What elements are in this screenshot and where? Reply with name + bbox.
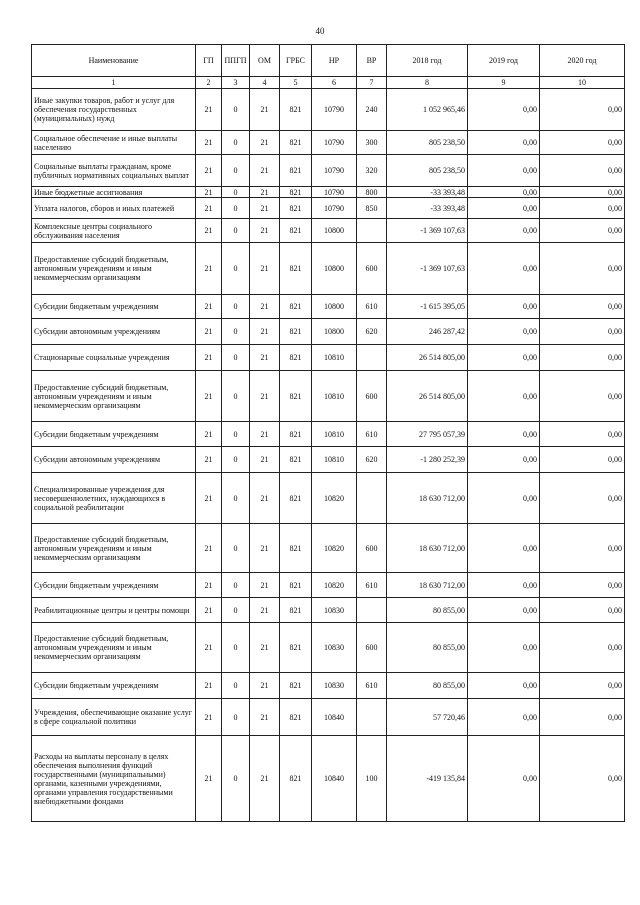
cell-ppgp: 0 xyxy=(222,573,250,598)
row-name: Субсидии автономным учреждениям xyxy=(32,319,196,345)
cell-2020: 0,00 xyxy=(540,319,625,345)
cell-vr xyxy=(357,598,387,623)
cell-2019: 0,00 xyxy=(468,131,540,155)
cell-nr: 10830 xyxy=(312,623,357,673)
cell-2020: 0,00 xyxy=(540,699,625,736)
cell-2019: 0,00 xyxy=(468,473,540,524)
cell-grbs: 821 xyxy=(280,673,312,699)
cell-ppgp: 0 xyxy=(222,295,250,319)
cell-2020: 0,00 xyxy=(540,155,625,187)
cell-grbs: 821 xyxy=(280,447,312,473)
cell-2019: 0,00 xyxy=(468,422,540,447)
cell-om: 21 xyxy=(250,319,280,345)
row-name: Предоставление субсидий бюджетным, автономным учреждениям и иным некоммерческим организациям xyxy=(32,524,196,573)
cell-gp: 21 xyxy=(196,155,222,187)
cell-vr: 800 xyxy=(357,187,387,198)
cell-2019: 0,00 xyxy=(468,187,540,198)
row-name: Предоставление субсидий бюджетным, автономным учреждениям и иным некоммерческим организациям xyxy=(32,371,196,422)
cell-2020: 0,00 xyxy=(540,219,625,243)
cell-2018: 27 795 057,39 xyxy=(387,422,468,447)
header-row xyxy=(32,45,625,77)
cell-vr: 610 xyxy=(357,573,387,598)
cell-gp: 21 xyxy=(196,243,222,295)
cell-vr: 600 xyxy=(357,371,387,422)
row-name: Расходы на выплаты персоналу в целях обеспечения выполнения функций государственными (муниципальными) органами, казенными учреждениями, органами управления государственными внебюджетными фондами xyxy=(32,736,196,822)
table-row xyxy=(32,573,625,598)
cell-2019: 0,00 xyxy=(468,219,540,243)
table-row xyxy=(32,524,625,573)
cell-om: 21 xyxy=(250,524,280,573)
cell-gp: 21 xyxy=(196,198,222,219)
cell-2020: 0,00 xyxy=(540,422,625,447)
column-number: 9 xyxy=(468,77,540,89)
header-grbs: ГРБС xyxy=(280,45,312,77)
cell-grbs: 821 xyxy=(280,198,312,219)
cell-ppgp: 0 xyxy=(222,319,250,345)
cell-2018: -1 280 252,39 xyxy=(387,447,468,473)
cell-gp: 21 xyxy=(196,131,222,155)
header-ppgp: ППГП xyxy=(222,45,250,77)
cell-om: 21 xyxy=(250,422,280,447)
row-name: Стационарные социальные учреждения xyxy=(32,345,196,371)
cell-2018: 80 855,00 xyxy=(387,623,468,673)
header-name: Наименование xyxy=(32,45,196,77)
cell-grbs: 821 xyxy=(280,371,312,422)
cell-nr: 10810 xyxy=(312,345,357,371)
header-2019: 2019 год xyxy=(468,45,540,77)
cell-grbs: 821 xyxy=(280,736,312,822)
cell-nr: 10820 xyxy=(312,524,357,573)
budget-table xyxy=(31,44,625,822)
table-row xyxy=(32,345,625,371)
cell-ppgp: 0 xyxy=(222,598,250,623)
table-row xyxy=(32,243,625,295)
cell-2020: 0,00 xyxy=(540,447,625,473)
cell-ppgp: 0 xyxy=(222,623,250,673)
cell-vr: 620 xyxy=(357,319,387,345)
cell-2020: 0,00 xyxy=(540,598,625,623)
cell-2019: 0,00 xyxy=(468,295,540,319)
cell-ppgp: 0 xyxy=(222,219,250,243)
cell-grbs: 821 xyxy=(280,89,312,131)
cell-2020: 0,00 xyxy=(540,198,625,219)
cell-vr: 600 xyxy=(357,524,387,573)
cell-gp: 21 xyxy=(196,371,222,422)
cell-2018: 26 514 805,00 xyxy=(387,345,468,371)
cell-om: 21 xyxy=(250,89,280,131)
cell-gp: 21 xyxy=(196,573,222,598)
column-number: 3 xyxy=(222,77,250,89)
cell-vr xyxy=(357,219,387,243)
column-number-row xyxy=(32,77,625,89)
table-row xyxy=(32,198,625,219)
cell-om: 21 xyxy=(250,155,280,187)
cell-2020: 0,00 xyxy=(540,736,625,822)
cell-vr: 240 xyxy=(357,89,387,131)
cell-2019: 0,00 xyxy=(468,198,540,219)
cell-2020: 0,00 xyxy=(540,524,625,573)
cell-om: 21 xyxy=(250,243,280,295)
cell-gp: 21 xyxy=(196,673,222,699)
table-row xyxy=(32,131,625,155)
cell-2019: 0,00 xyxy=(468,524,540,573)
cell-gp: 21 xyxy=(196,473,222,524)
cell-2019: 0,00 xyxy=(468,89,540,131)
row-name: Учреждения, обеспечивающие оказание услуг в сфере социальной политики xyxy=(32,699,196,736)
cell-2019: 0,00 xyxy=(468,155,540,187)
cell-om: 21 xyxy=(250,187,280,198)
header-vr: ВР xyxy=(357,45,387,77)
cell-grbs: 821 xyxy=(280,187,312,198)
cell-2018: 18 630 712,00 xyxy=(387,573,468,598)
cell-om: 21 xyxy=(250,473,280,524)
cell-2020: 0,00 xyxy=(540,131,625,155)
row-name: Социальное обеспечение и иные выплаты населению xyxy=(32,131,196,155)
cell-2019: 0,00 xyxy=(468,371,540,422)
cell-2019: 0,00 xyxy=(468,598,540,623)
cell-gp: 21 xyxy=(196,345,222,371)
cell-grbs: 821 xyxy=(280,155,312,187)
cell-vr: 620 xyxy=(357,447,387,473)
table-body xyxy=(32,89,625,822)
cell-2019: 0,00 xyxy=(468,673,540,699)
cell-2020: 0,00 xyxy=(540,345,625,371)
cell-2020: 0,00 xyxy=(540,89,625,131)
row-name: Специализированные учреждения для несовершеннолетних, нуждающихся в социальной реабилитации xyxy=(32,473,196,524)
cell-2018: 18 630 712,00 xyxy=(387,524,468,573)
cell-gp: 21 xyxy=(196,219,222,243)
cell-nr: 10840 xyxy=(312,699,357,736)
cell-grbs: 821 xyxy=(280,243,312,295)
cell-2018: 80 855,00 xyxy=(387,673,468,699)
cell-ppgp: 0 xyxy=(222,524,250,573)
cell-ppgp: 0 xyxy=(222,736,250,822)
cell-2018: -1 369 107,63 xyxy=(387,219,468,243)
cell-2019: 0,00 xyxy=(468,345,540,371)
cell-grbs: 821 xyxy=(280,219,312,243)
cell-nr: 10790 xyxy=(312,89,357,131)
cell-nr: 10820 xyxy=(312,573,357,598)
header-2018: 2018 год xyxy=(387,45,468,77)
cell-gp: 21 xyxy=(196,319,222,345)
cell-grbs: 821 xyxy=(280,131,312,155)
cell-om: 21 xyxy=(250,736,280,822)
cell-nr: 10820 xyxy=(312,473,357,524)
row-name: Иные закупки товаров, работ и услуг для обеспечения государственных (муниципальных) нужд xyxy=(32,89,196,131)
cell-nr: 10840 xyxy=(312,736,357,822)
cell-2019: 0,00 xyxy=(468,319,540,345)
cell-vr: 600 xyxy=(357,243,387,295)
table-row xyxy=(32,447,625,473)
cell-2020: 0,00 xyxy=(540,187,625,198)
cell-vr: 320 xyxy=(357,155,387,187)
header-om: ОМ xyxy=(250,45,280,77)
cell-2018: -33 393,48 xyxy=(387,187,468,198)
cell-2018: 26 514 805,00 xyxy=(387,371,468,422)
cell-2020: 0,00 xyxy=(540,295,625,319)
row-name: Субсидии бюджетным учреждениям xyxy=(32,295,196,319)
cell-2020: 0,00 xyxy=(540,473,625,524)
cell-ppgp: 0 xyxy=(222,422,250,447)
cell-2020: 0,00 xyxy=(540,573,625,598)
cell-om: 21 xyxy=(250,699,280,736)
cell-grbs: 821 xyxy=(280,573,312,598)
cell-ppgp: 0 xyxy=(222,345,250,371)
cell-gp: 21 xyxy=(196,295,222,319)
cell-2019: 0,00 xyxy=(468,736,540,822)
cell-gp: 21 xyxy=(196,422,222,447)
cell-ppgp: 0 xyxy=(222,699,250,736)
cell-grbs: 821 xyxy=(280,598,312,623)
cell-grbs: 821 xyxy=(280,699,312,736)
cell-gp: 21 xyxy=(196,736,222,822)
cell-2018: 805 238,50 xyxy=(387,131,468,155)
cell-2018: 80 855,00 xyxy=(387,598,468,623)
table-row xyxy=(32,598,625,623)
cell-ppgp: 0 xyxy=(222,198,250,219)
cell-nr: 10800 xyxy=(312,243,357,295)
cell-vr: 600 xyxy=(357,623,387,673)
cell-vr xyxy=(357,699,387,736)
row-name: Реабилитационные центры и центры помощи xyxy=(32,598,196,623)
cell-gp: 21 xyxy=(196,623,222,673)
column-number: 2 xyxy=(196,77,222,89)
header-nr: НР xyxy=(312,45,357,77)
cell-ppgp: 0 xyxy=(222,673,250,699)
row-name: Субсидии бюджетным учреждениям xyxy=(32,422,196,447)
cell-om: 21 xyxy=(250,219,280,243)
cell-2019: 0,00 xyxy=(468,243,540,295)
table-row xyxy=(32,89,625,131)
cell-om: 21 xyxy=(250,673,280,699)
cell-om: 21 xyxy=(250,371,280,422)
cell-2020: 0,00 xyxy=(540,623,625,673)
column-number: 5 xyxy=(280,77,312,89)
table-row xyxy=(32,673,625,699)
cell-nr: 10830 xyxy=(312,598,357,623)
table-row xyxy=(32,736,625,822)
table-row xyxy=(32,371,625,422)
cell-2018: -419 135,84 xyxy=(387,736,468,822)
row-name: Социальные выплаты гражданам, кроме публичных нормативных социальных выплат xyxy=(32,155,196,187)
cell-2018: -33 393,48 xyxy=(387,198,468,219)
cell-grbs: 821 xyxy=(280,524,312,573)
cell-2018: 805 238,50 xyxy=(387,155,468,187)
cell-nr: 10810 xyxy=(312,371,357,422)
cell-ppgp: 0 xyxy=(222,473,250,524)
row-name: Субсидии автономным учреждениям xyxy=(32,447,196,473)
row-name: Иные бюджетные ассигнования xyxy=(32,187,196,198)
cell-2020: 0,00 xyxy=(540,673,625,699)
cell-om: 21 xyxy=(250,623,280,673)
cell-grbs: 821 xyxy=(280,623,312,673)
row-name: Предоставление субсидий бюджетным, автономным учреждениям и иным некоммерческим организациям xyxy=(32,243,196,295)
cell-2019: 0,00 xyxy=(468,573,540,598)
cell-nr: 10800 xyxy=(312,295,357,319)
cell-om: 21 xyxy=(250,598,280,623)
cell-om: 21 xyxy=(250,345,280,371)
column-number: 4 xyxy=(250,77,280,89)
cell-ppgp: 0 xyxy=(222,243,250,295)
cell-gp: 21 xyxy=(196,699,222,736)
header-2020: 2020 год xyxy=(540,45,625,77)
cell-grbs: 821 xyxy=(280,422,312,447)
table-row xyxy=(32,699,625,736)
cell-ppgp: 0 xyxy=(222,155,250,187)
cell-gp: 21 xyxy=(196,598,222,623)
cell-nr: 10810 xyxy=(312,447,357,473)
cell-vr: 300 xyxy=(357,131,387,155)
cell-gp: 21 xyxy=(196,89,222,131)
cell-vr: 610 xyxy=(357,673,387,699)
cell-vr: 100 xyxy=(357,736,387,822)
table-row xyxy=(32,422,625,447)
cell-om: 21 xyxy=(250,131,280,155)
cell-grbs: 821 xyxy=(280,345,312,371)
cell-om: 21 xyxy=(250,447,280,473)
cell-2018: 1 052 965,46 xyxy=(387,89,468,131)
page-number: 40 xyxy=(315,26,325,36)
cell-vr xyxy=(357,345,387,371)
column-number: 10 xyxy=(540,77,625,89)
cell-ppgp: 0 xyxy=(222,371,250,422)
cell-vr: 610 xyxy=(357,295,387,319)
row-name: Уплата налогов, сборов и иных платежей xyxy=(32,198,196,219)
cell-gp: 21 xyxy=(196,524,222,573)
column-number: 8 xyxy=(387,77,468,89)
cell-grbs: 821 xyxy=(280,319,312,345)
row-name: Субсидии бюджетным учреждениям xyxy=(32,573,196,598)
cell-nr: 10790 xyxy=(312,155,357,187)
cell-nr: 10830 xyxy=(312,673,357,699)
column-number: 1 xyxy=(32,77,196,89)
cell-ppgp: 0 xyxy=(222,187,250,198)
cell-nr: 10790 xyxy=(312,198,357,219)
cell-ppgp: 0 xyxy=(222,89,250,131)
cell-2018: 18 630 712,00 xyxy=(387,473,468,524)
table-row xyxy=(32,155,625,187)
column-number: 6 xyxy=(312,77,357,89)
header-gp: ГП xyxy=(196,45,222,77)
cell-2018: 246 287,42 xyxy=(387,319,468,345)
cell-grbs: 821 xyxy=(280,473,312,524)
table-row xyxy=(32,187,625,198)
cell-gp: 21 xyxy=(196,187,222,198)
row-name: Предоставление субсидий бюджетным, автономным учреждениям и иным некоммерческим организациям xyxy=(32,623,196,673)
cell-nr: 10810 xyxy=(312,422,357,447)
cell-gp: 21 xyxy=(196,447,222,473)
table-row xyxy=(32,473,625,524)
cell-2020: 0,00 xyxy=(540,243,625,295)
cell-om: 21 xyxy=(250,573,280,598)
cell-om: 21 xyxy=(250,295,280,319)
cell-nr: 10790 xyxy=(312,187,357,198)
table-row xyxy=(32,295,625,319)
cell-grbs: 821 xyxy=(280,295,312,319)
cell-2020: 0,00 xyxy=(540,371,625,422)
cell-2018: -1 615 395,05 xyxy=(387,295,468,319)
cell-2018: -1 369 107,63 xyxy=(387,243,468,295)
cell-ppgp: 0 xyxy=(222,447,250,473)
row-name: Субсидии бюджетным учреждениям xyxy=(32,673,196,699)
table-row xyxy=(32,623,625,673)
cell-om: 21 xyxy=(250,198,280,219)
cell-vr: 850 xyxy=(357,198,387,219)
table-row xyxy=(32,319,625,345)
cell-vr xyxy=(357,473,387,524)
column-number: 7 xyxy=(357,77,387,89)
cell-vr: 610 xyxy=(357,422,387,447)
table-row xyxy=(32,219,625,243)
cell-ppgp: 0 xyxy=(222,131,250,155)
cell-nr: 10800 xyxy=(312,319,357,345)
row-name: Комплексные центры социального обслуживания населения xyxy=(32,219,196,243)
cell-2019: 0,00 xyxy=(468,623,540,673)
cell-2018: 57 720,46 xyxy=(387,699,468,736)
cell-2019: 0,00 xyxy=(468,699,540,736)
cell-2019: 0,00 xyxy=(468,447,540,473)
cell-nr: 10800 xyxy=(312,219,357,243)
cell-nr: 10790 xyxy=(312,131,357,155)
